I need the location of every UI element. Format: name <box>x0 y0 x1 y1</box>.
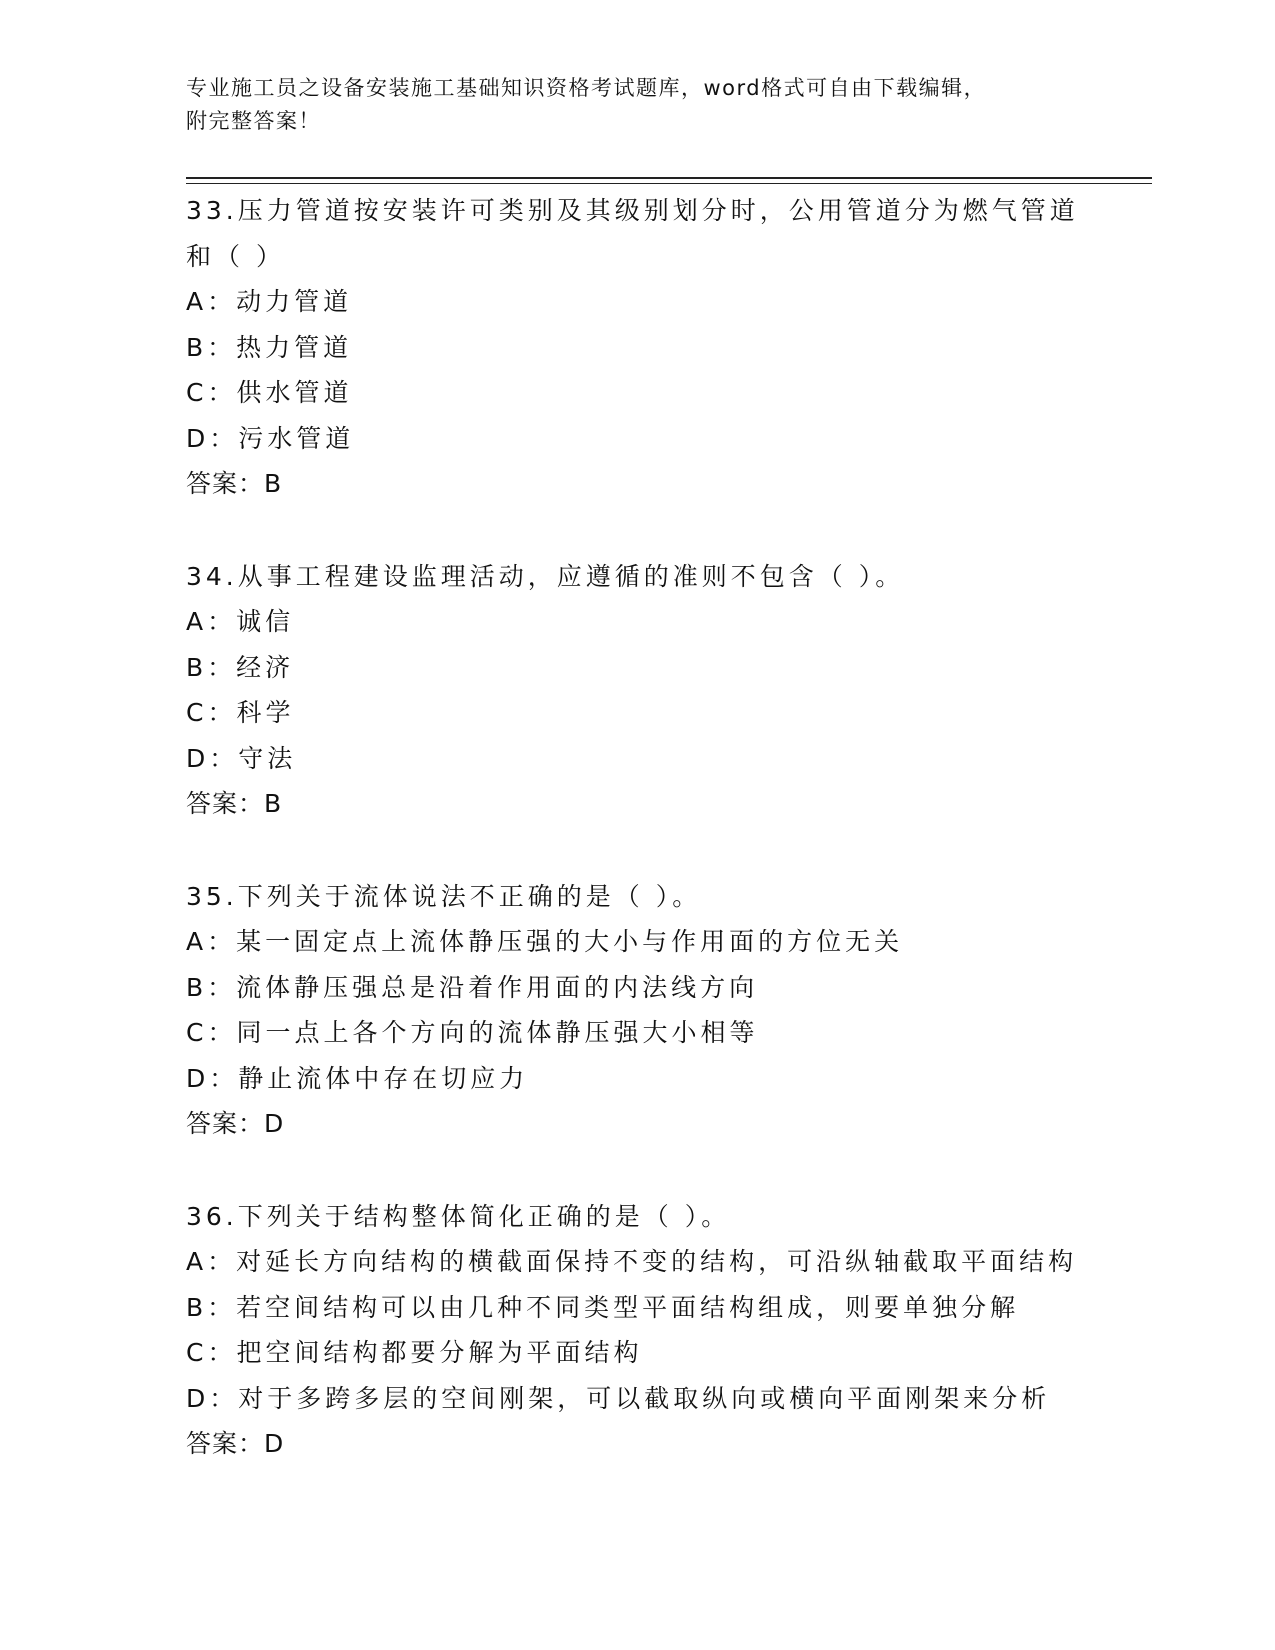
document-header <box>186 72 1086 138</box>
option-b: B：若空间结构可以由几种不同类型平面结构组成，则要单独分解 <box>186 1292 1020 1322</box>
option-b: B：经济 <box>186 652 295 682</box>
option-c: C：科学 <box>186 698 295 727</box>
header-line-2: 附完整答案！ <box>186 109 321 133</box>
question-36 <box>186 1194 1146 1467</box>
option-a: A：动力管道 <box>186 287 353 316</box>
question-33 <box>186 188 1146 507</box>
question-34 <box>186 554 1146 827</box>
question-list <box>186 188 1146 1514</box>
question-stem-continued: 和（ ） <box>186 241 285 271</box>
question-stem: 35.下列关于流体说法不正确的是（ ）。 <box>186 881 702 911</box>
question-35 <box>186 874 1146 1147</box>
answer: 答案：D <box>186 1109 285 1138</box>
option-a: A：某一固定点上流体静压强的大小与作用面的方位无关 <box>186 927 904 956</box>
question-stem: 34.从事工程建设监理活动，应遵循的准则不包含（ ）。 <box>186 561 905 591</box>
header-divider-thick <box>186 177 1152 179</box>
answer: 答案：B <box>186 789 283 818</box>
option-c: C：供水管道 <box>186 378 353 407</box>
option-d: D：静止流体中存在切应力 <box>186 1063 529 1093</box>
option-d: D：守法 <box>186 743 297 773</box>
option-a: A：诚信 <box>186 607 295 636</box>
option-d: D：对于多跨多层的空间刚架，可以截取纵向或横向平面刚架来分析 <box>186 1383 1051 1413</box>
answer: 答案：D <box>186 1429 285 1458</box>
question-stem: 36.下列关于结构整体简化正确的是（ ）。 <box>186 1201 731 1231</box>
header-divider-thin <box>186 183 1152 184</box>
option-b: B：热力管道 <box>186 332 353 362</box>
option-c: C：把空间结构都要分解为平面结构 <box>186 1338 643 1367</box>
question-stem: 33.压力管道按安装许可类别及其级别划分时，公用管道分为燃气管道 <box>186 196 1079 225</box>
option-c: C：同一点上各个方向的流体静压强大小相等 <box>186 1018 759 1047</box>
answer: 答案：B <box>186 469 283 498</box>
option-d: D：污水管道 <box>186 423 355 453</box>
option-a: A：对延长方向结构的横截面保持不变的结构，可沿纵轴截取平面结构 <box>186 1247 1078 1276</box>
option-b: B：流体静压强总是沿着作用面的内法线方向 <box>186 972 759 1002</box>
header-line-1: 专业施工员之设备安装施工基础知识资格考试题库，word格式可自由下载编辑， <box>186 76 987 100</box>
